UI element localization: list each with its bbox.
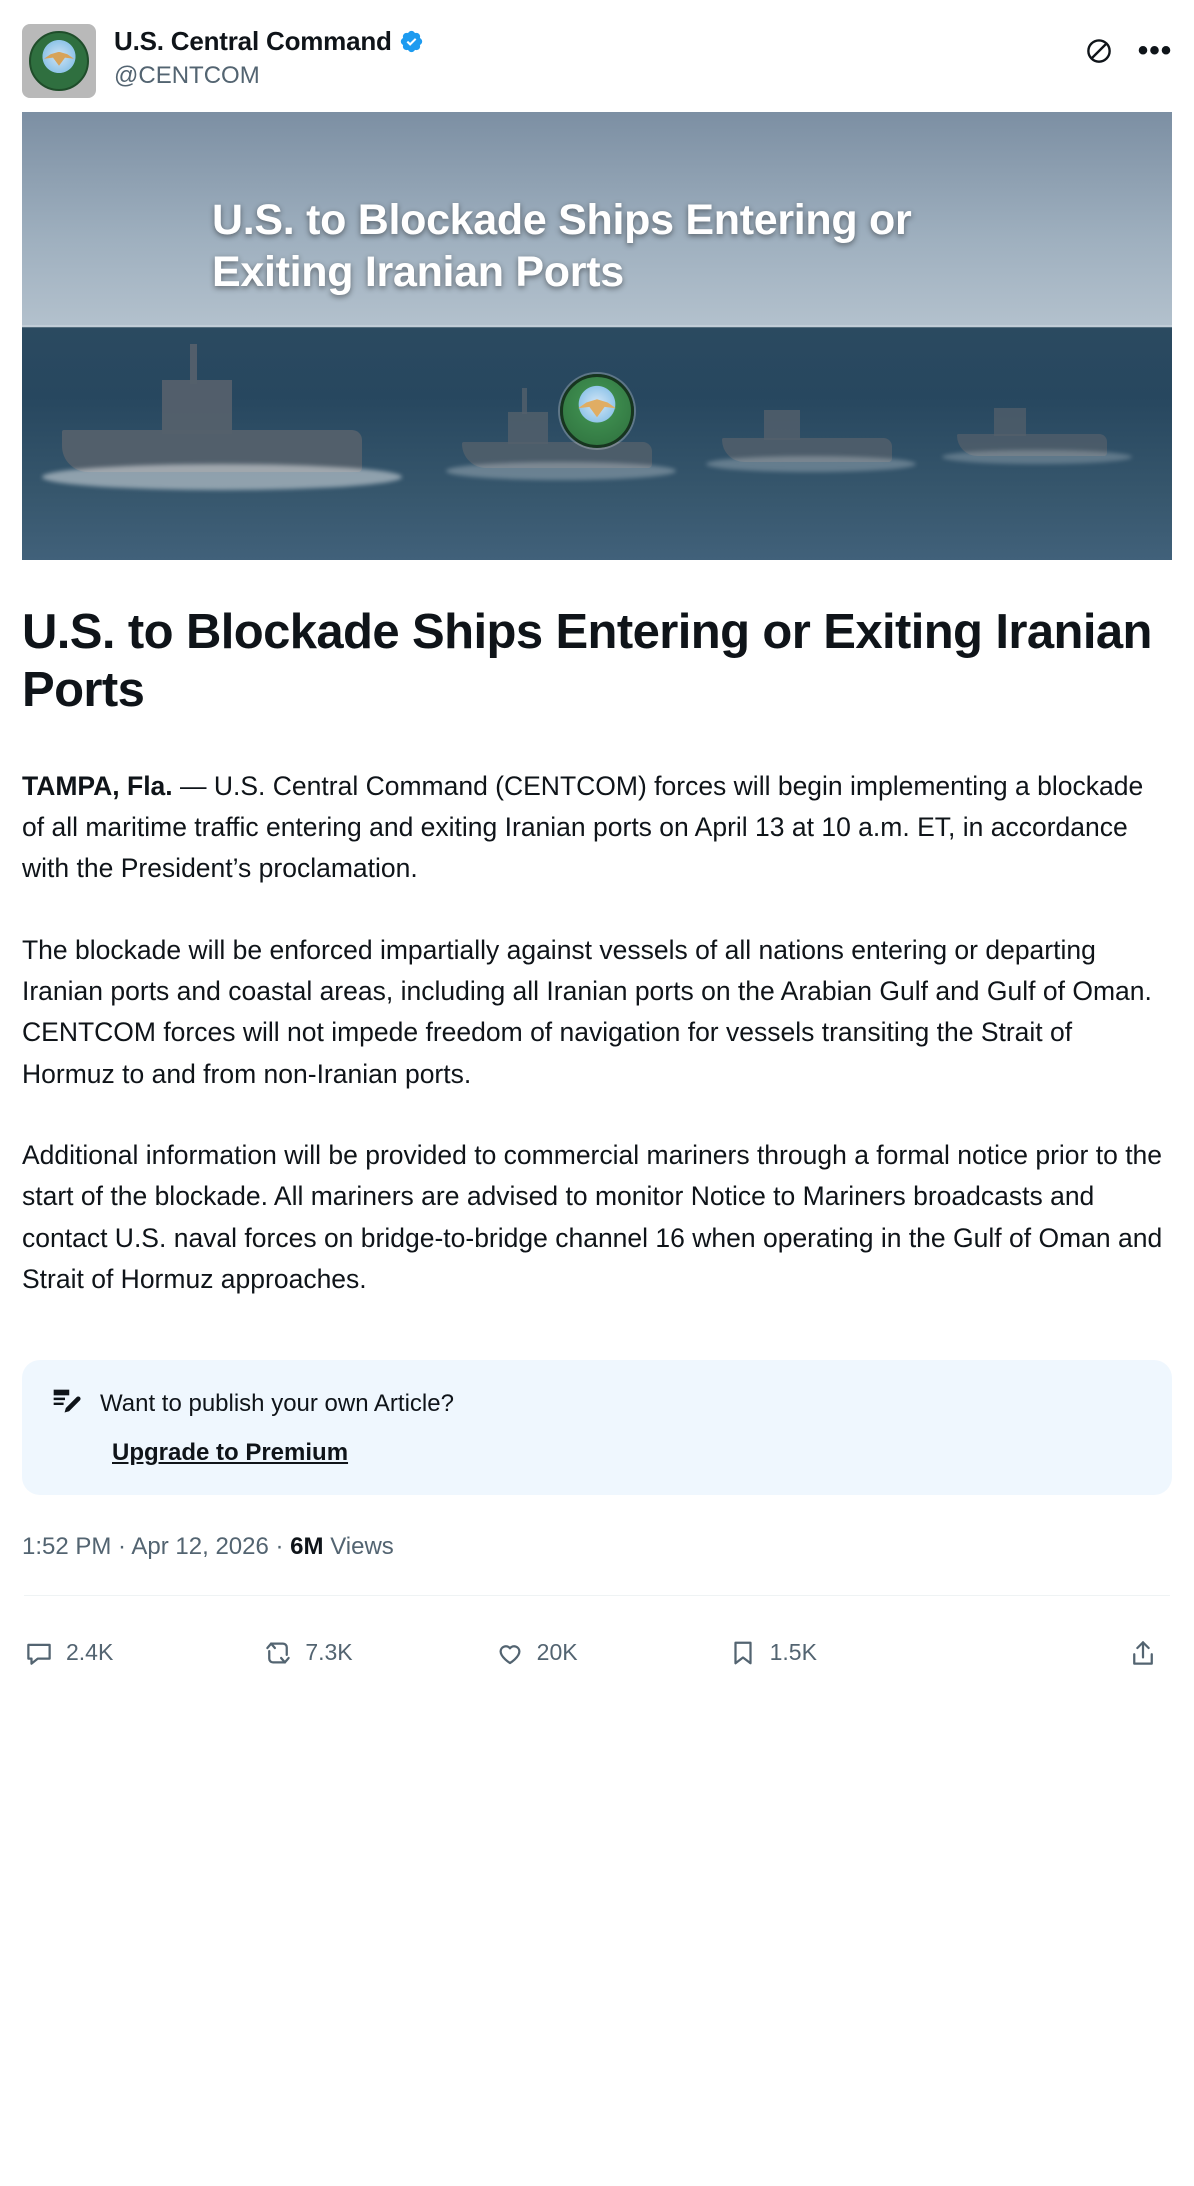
account-handle[interactable]: @CENTCOM	[114, 62, 260, 89]
upgrade-to-premium-link[interactable]: Upgrade to Premium	[112, 1439, 349, 1467]
reply-count: 2.4K	[66, 1639, 114, 1666]
repost-icon	[263, 1638, 293, 1668]
views-label: Views	[330, 1533, 394, 1561]
ship-superstructure	[162, 380, 232, 434]
ship-mast	[190, 344, 197, 384]
hero-title: U.S. to Blockade Ships Entering or Exiting Iranian Ports	[212, 196, 912, 297]
article-dateline: TAMPA, Fla.	[22, 770, 173, 801]
ship-superstructure	[994, 408, 1026, 436]
header-actions	[1082, 24, 1172, 68]
premium-prompt-text: Want to publish your own Article?	[100, 1389, 454, 1417]
article-compose-icon	[48, 1384, 82, 1423]
article-title: U.S. to Blockade Ships Entering or Exiting Iranian Ports	[22, 605, 1152, 717]
reply-icon	[24, 1638, 54, 1668]
ship-superstructure	[508, 412, 548, 444]
ship-mast	[522, 388, 527, 414]
reply-button[interactable]	[24, 1638, 113, 1668]
more-options-button[interactable]	[1138, 34, 1172, 68]
hero-centcom-seal-icon	[560, 374, 634, 448]
bookmark-icon	[728, 1638, 758, 1668]
ship-wake	[42, 464, 402, 490]
meta-separator-2: ·	[268, 1533, 291, 1561]
premium-prompt-row	[48, 1384, 1146, 1423]
bookmark-button[interactable]	[728, 1638, 817, 1668]
post-metadata	[22, 1533, 1172, 1561]
post-header-card	[0, 0, 1194, 112]
like-count: 20K	[536, 1639, 578, 1666]
centcom-seal-icon	[29, 31, 89, 91]
ship-wake	[446, 462, 676, 480]
meta-separator-1: ·	[111, 1533, 132, 1561]
article-paragraph-2: The blockade will be enforced impartially against vessels of all nations entering or departing Iranian ports and coastal areas, including all Iranian ports on the Arabian Gulf and Gulf of Oman. CENTCOM forces will not impede freedom of navigation for vessels transiting the Strait of Hormuz to and from non-Iranian ports.	[22, 934, 1152, 1089]
ship-wake	[942, 450, 1132, 464]
views-count: 6M	[290, 1533, 324, 1561]
post-time: 1:52 PM	[22, 1533, 112, 1561]
heart-icon	[495, 1638, 525, 1668]
ship-superstructure	[764, 410, 800, 440]
article-paragraph-1	[22, 766, 1172, 890]
more-options-label: •••	[1137, 34, 1173, 67]
like-button[interactable]	[495, 1638, 578, 1668]
repost-count: 7.3K	[305, 1639, 353, 1666]
slashed-circle-icon[interactable]	[1082, 34, 1116, 68]
article-lead-text: — U.S. Central Command (CENTCOM) forces will begin implementing a blockade of all maritime traffic entering and exiting Iranian ports on April 13 at 10 a.m. ET, in accordance with the President’s proclamation.	[22, 770, 1144, 884]
article-paragraph-3: Additional information will be provided to commercial mariners through a formal notice prior to the start of the blockade. All mariners are advised to monitor Notice to Mariners broadcasts and contact U.S. naval forces on bridge-to-bridge channel 16 when operating in the Gulf of Oman and Strait of Hormuz approaches.	[22, 1139, 1163, 1294]
account-display-name[interactable]: U.S. Central Command	[114, 26, 392, 56]
verified-icon	[399, 29, 424, 54]
premium-upsell-banner[interactable]	[22, 1360, 1172, 1495]
ship-wake	[706, 456, 916, 472]
display-name-row	[114, 26, 424, 57]
hero-image[interactable]	[22, 112, 1172, 560]
post-header	[22, 0, 1172, 112]
repost-button[interactable]	[263, 1638, 352, 1668]
bookmark-count: 1.5K	[769, 1639, 817, 1666]
post-date: Apr 12, 2026	[131, 1533, 269, 1561]
share-icon	[1128, 1638, 1158, 1668]
article-body	[0, 560, 1194, 1300]
avatar[interactable]	[22, 24, 96, 98]
hero-horizon	[22, 325, 1172, 328]
post-action-bar	[24, 1595, 1170, 1687]
share-button[interactable]	[1128, 1638, 1170, 1668]
account-names	[114, 24, 424, 90]
